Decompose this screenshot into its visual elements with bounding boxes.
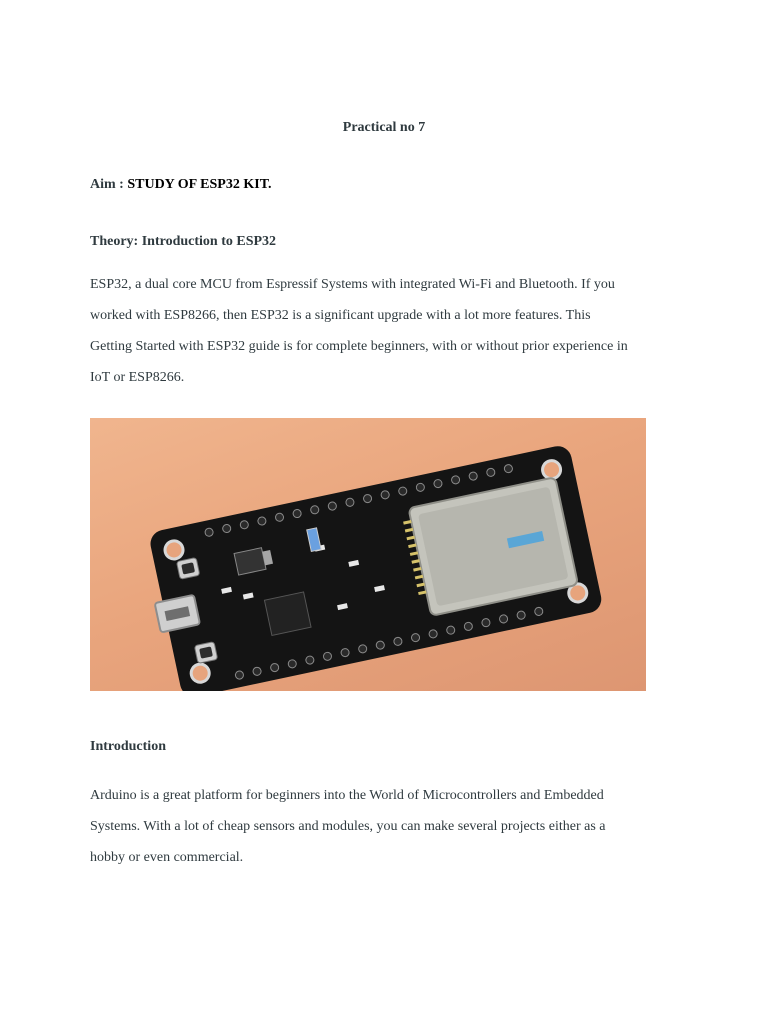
introduction-line: Systems. With a lot of cheap sensors and modules, you can make several projects either as a [90, 819, 606, 834]
theory-line: worked with ESP8266, then ESP32 is a significant upgrade with a lot more features. This [90, 308, 591, 323]
aim-line [90, 177, 272, 193]
aim-label: Aim : [90, 177, 124, 192]
esp32-board-photo [90, 418, 646, 691]
theory-line: ESP32, a dual core MCU from Espressif Systems with integrated Wi-Fi and Bluetooth. If you [90, 277, 615, 292]
introduction-line: hobby or even commercial. [90, 850, 244, 865]
theory-line: IoT or ESP8266. [90, 370, 185, 385]
theory-paragraph [90, 269, 690, 393]
theory-heading: Theory: Introduction to ESP32 [90, 234, 277, 249]
page-title: Practical no 7 [342, 120, 426, 135]
introduction-heading: Introduction [90, 739, 166, 754]
introduction-line: Arduino is a great platform for beginners into the World of Microcontrollers and Embedded [90, 788, 604, 803]
aim-value: STUDY OF ESP32 KIT. [127, 177, 272, 192]
introduction-paragraph [90, 780, 690, 873]
theory-line: Getting Started with ESP32 guide is for complete beginners, with or without prior experience in [90, 339, 628, 354]
esp32-board-illustration [90, 418, 646, 691]
